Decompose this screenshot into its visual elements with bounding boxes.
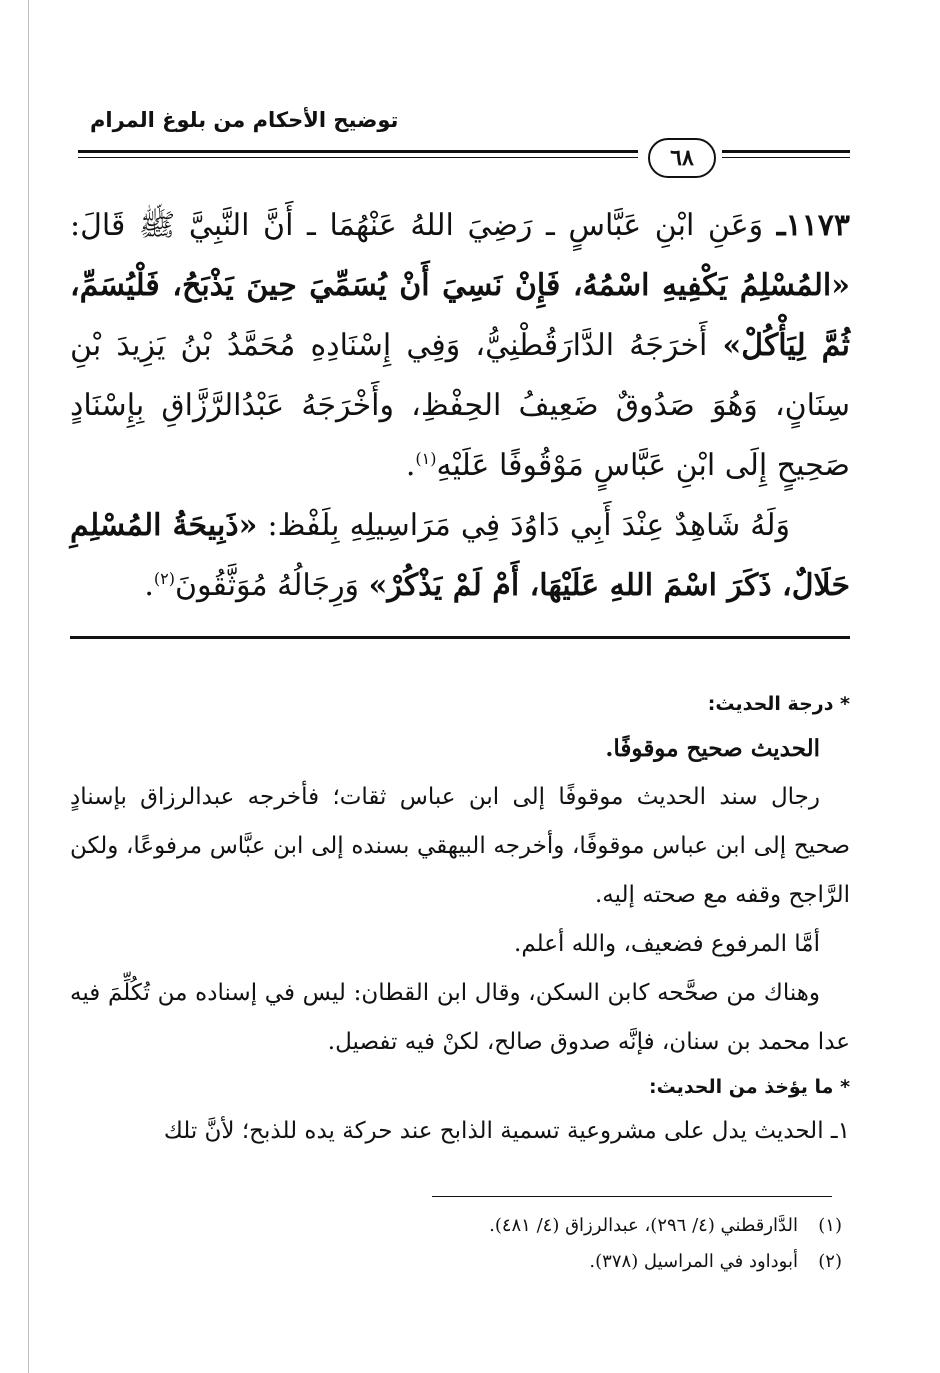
takhrij-end: . bbox=[405, 448, 416, 483]
running-title: توضيح الأحكام من بلوغ المرام bbox=[90, 108, 399, 132]
footnote-2-marker: (٢) bbox=[818, 1251, 842, 1272]
footnote-2 bbox=[70, 1244, 850, 1280]
commentary bbox=[70, 684, 850, 1156]
footnote-1-marker: (١) bbox=[818, 1215, 842, 1236]
shahid-intro: وَلَهُ شَاهِدٌ عِنْدَ أَبِي دَاوُدَ فِي مَرَاسِيلِهِ بِلَفْظ: bbox=[257, 508, 790, 543]
hadith-intro: وَعَنِ ابْنِ عَبَّاسٍ ـ رَضِيَ اللهُ عَنْهُمَا ـ أَنَّ النَّبِيَّ ﷺ قَالَ: bbox=[70, 208, 777, 243]
shahid-end: وَرِجَالُهُ مُوَثَّقُونَ bbox=[175, 568, 369, 603]
book-page bbox=[70, 0, 850, 1373]
shahid-paragraph bbox=[70, 496, 850, 616]
lesson-point-1: ١ـ الحديث يدل على مشروعية تسمية الذابح عند حركة يده للذبح؛ لأنَّ تلك bbox=[163, 1118, 850, 1144]
heading-hadith-grade: * درجة الحديث: bbox=[707, 693, 850, 715]
footnote-2-text: أبوداود في المراسيل (٣٧٨). bbox=[589, 1251, 798, 1272]
hadith-matn: «المُسْلِمُ يَكْفِيهِ اسْمُهُ، فَإِنْ نَسِيَ أَنْ يُسَمِّيَ حِينَ يَذْبَحُ، فَلْيُسَمِّ، ثُمَّ لِيَأْكُلْ» bbox=[70, 268, 850, 363]
heading-lessons: * ما يؤخذ من الحديث: bbox=[648, 1076, 850, 1098]
footnotes bbox=[70, 1208, 850, 1280]
header-rule-right-thin bbox=[722, 157, 850, 158]
header-rule-left-thin bbox=[78, 157, 638, 158]
grade-verdict: الحديث صحيح موقوفًا. bbox=[605, 735, 820, 762]
grade-paragraph-2: أمَّا المرفوع فضعيف، والله أعلم. bbox=[514, 931, 820, 957]
footnote-ref-2[interactable]: (٢) bbox=[153, 569, 175, 588]
shahid-matn: «ذَبِيحَةُ المُسْلِمِ حَلَالٌ، ذَكَرَ اسْمَ اللهِ عَلَيْهَا، أَمْ لَمْ يَذْكُرْ» bbox=[70, 508, 850, 603]
footnote-rule bbox=[432, 1196, 832, 1197]
grade-paragraph-1: رجال سند الحديث موقوفًا إلى ابن عباس ثقات؛ فأخرجه عبدالرزاق بإسنادٍ صحيح إلى ابن عباس موقوفًا، وأخرجه البيهقي بسنده إلى ابن عبَّاس مرفوعًا، ولكن الرَّاجح وقفه مع صحته إليه. bbox=[70, 784, 850, 908]
page-number: ٦٨ bbox=[648, 138, 716, 178]
hadith-number: ١١٧٣ـ bbox=[776, 208, 850, 243]
hadith-takhrij: أَخرَجَهُ الدَّارَقُطْنِيُّ، وَفِي إِسْنَادِهِ مُحَمَّدُ بْنُ يَزِيدَ بْنِ سِنَانٍ، وَهُوَ صَدُوقٌ ضَعِيفُ الحِفْظِ، وأَخْرَجَهُ عَبْدُالرَّزَّاقِ بِإِسْنَادٍ صَحِيحٍ إِلَى ابْنِ عَبَّاسٍ مَوْقُوفًا عَلَيْهِ bbox=[70, 328, 850, 483]
footnote-1-text: الدَّارقطني (٤/ ٢٩٦)، عبدالرزاق (٤/ ٤٨١). bbox=[489, 1215, 798, 1236]
header-rule-left bbox=[78, 150, 638, 153]
section-divider bbox=[70, 636, 850, 639]
footnote-ref-1[interactable]: (١) bbox=[415, 449, 437, 468]
margin-rule bbox=[28, 0, 29, 1373]
hadith-paragraph bbox=[70, 196, 850, 496]
grade-paragraph-3: وهناك من صحَّحه كابن السكن، وقال ابن القطان: ليس في إسناده من تُكُلِّمَ فيه عدا محمد بن سنان، فإنَّه صدوق صالح، لكنْ فيه تفصيل. bbox=[70, 980, 850, 1055]
hadith-text bbox=[70, 196, 850, 616]
footnote-1 bbox=[70, 1208, 850, 1244]
header-rule-right bbox=[722, 150, 850, 153]
shahid-period: . bbox=[144, 568, 154, 603]
